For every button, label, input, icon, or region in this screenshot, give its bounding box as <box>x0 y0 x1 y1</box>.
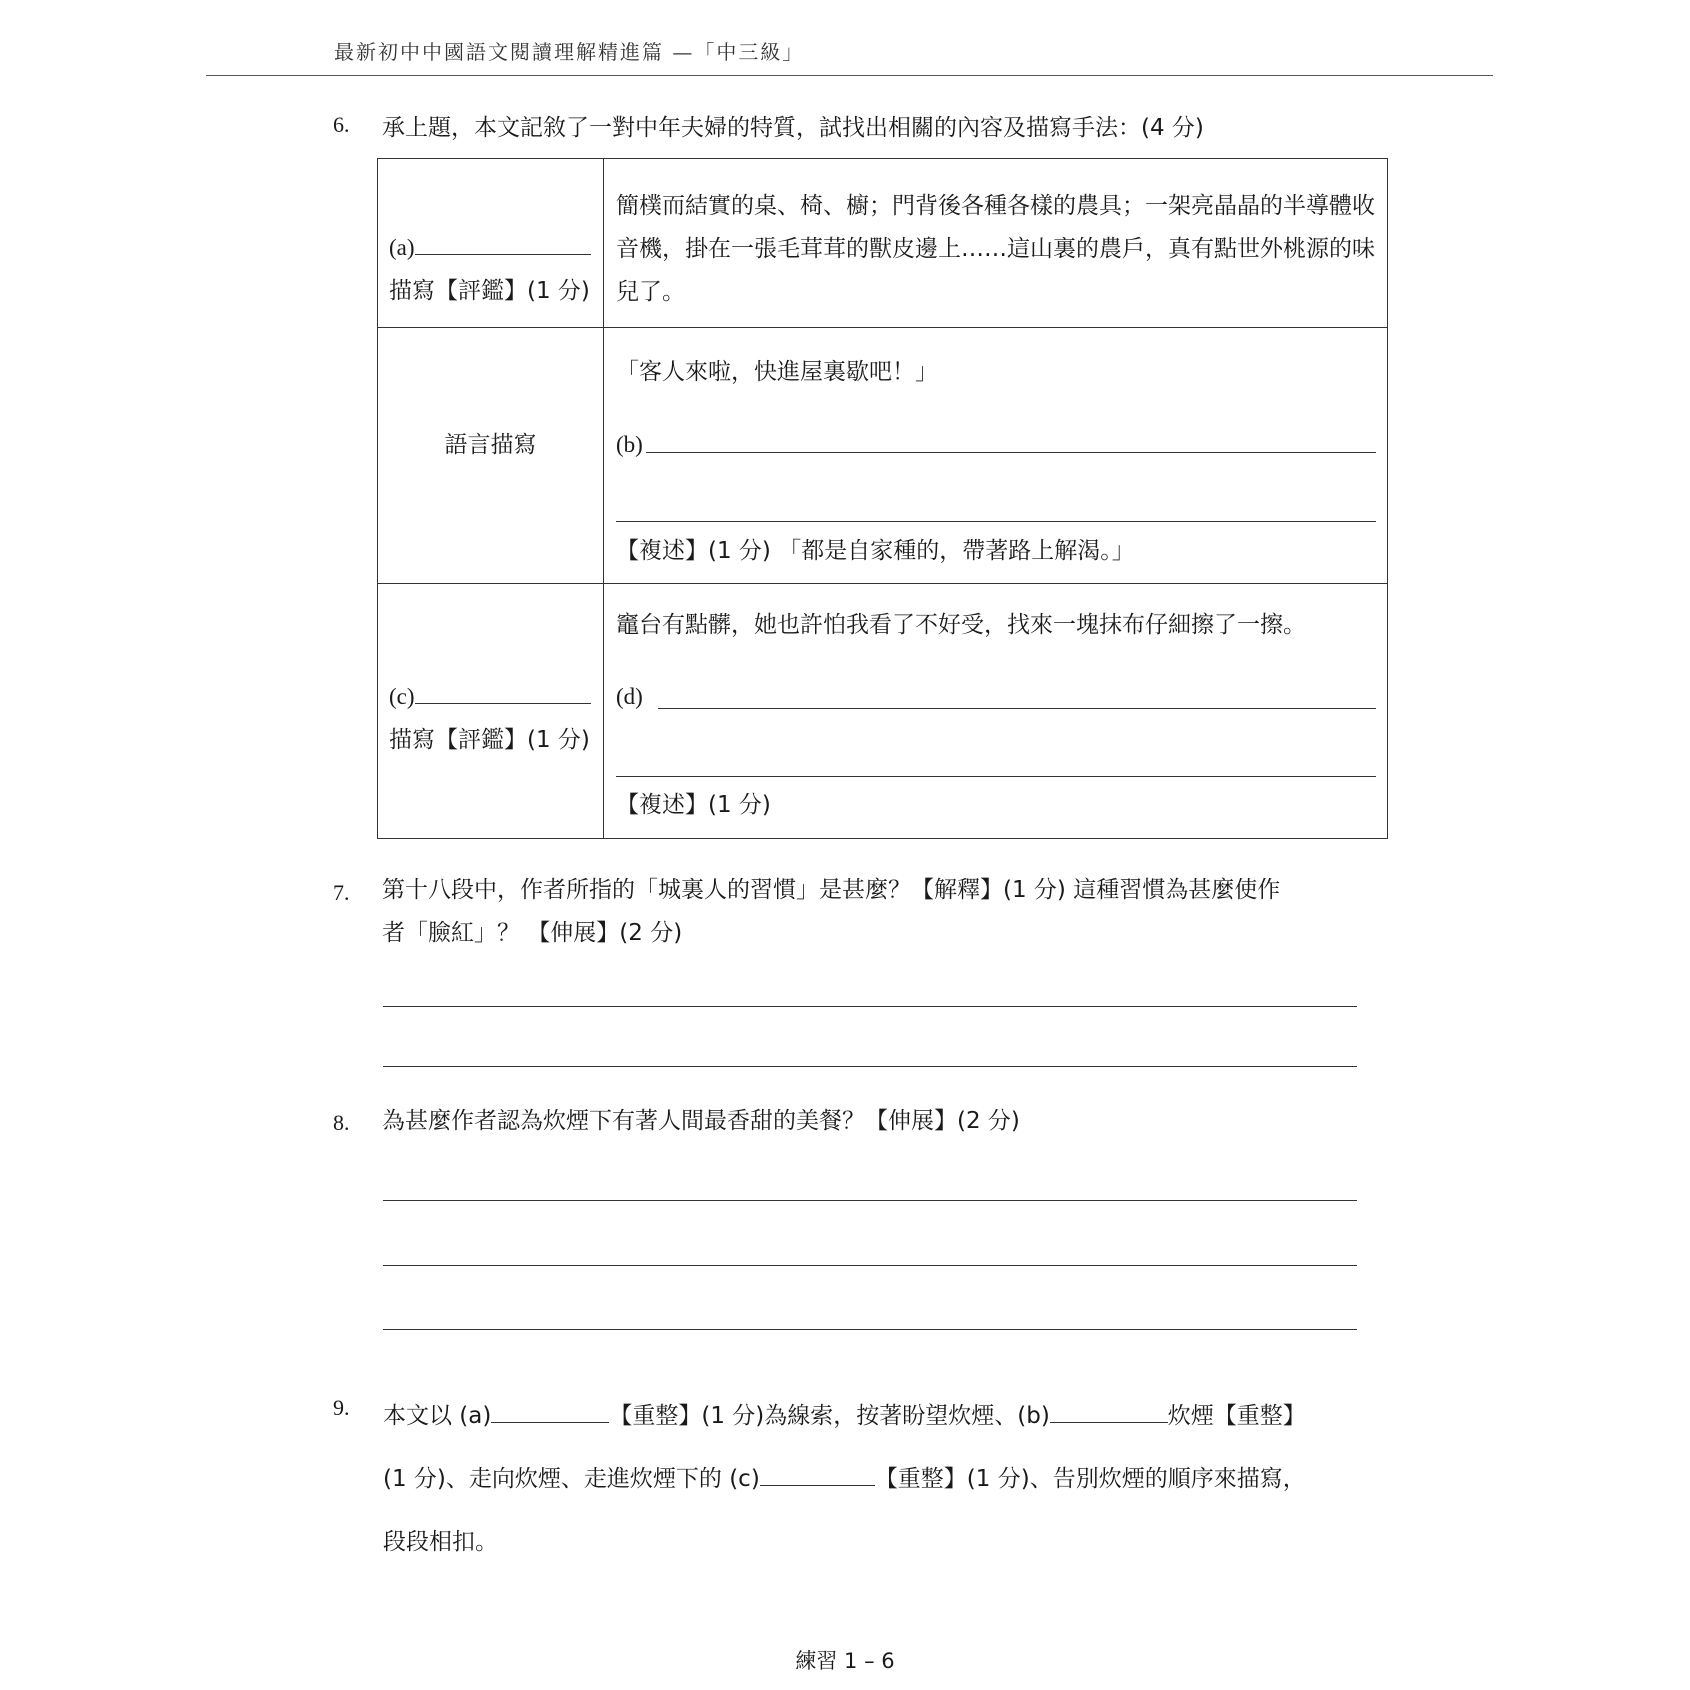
answer-line-d2[interactable] <box>616 776 1376 777</box>
q6-number: 6. <box>333 112 350 137</box>
blank-c[interactable] <box>415 681 591 704</box>
row1-label-prefix: (a) <box>389 235 415 260</box>
row2-blank-label: (b) <box>616 432 643 457</box>
q8-prompt: 為甚麼作者認為炊煙下有著人間最香甜的美餐？【伸展】(2 分) <box>382 1108 1020 1134</box>
answer-line-b1[interactable] <box>646 452 1376 453</box>
row1-label <box>389 226 599 313</box>
q7-line1: 第十八段中，作者所指的「城裏人的習慣」是甚麼？【解釋】(1 分) 這種習慣為甚麼使作 <box>382 877 1281 903</box>
row2-quote2: 「都是自家種的，帶著路上解渴。」 <box>778 538 1135 564</box>
q9-line3: 段段相扣。 <box>383 1529 498 1555</box>
q9-text-1c: 炊煙【重整】 <box>1167 1403 1306 1429</box>
q9-text-2b: 【重整】(1 分)、告別炊煙的順序來描寫， <box>874 1466 1306 1492</box>
q8-number: 8. <box>333 1110 350 1135</box>
row3-label-prefix: (c) <box>389 684 415 709</box>
q6-prompt: 承上題，本文記敘了一對中年夫婦的特質，試找出相關的內容及描寫手法：(4 分) <box>382 115 1204 141</box>
q8-answer-line-2[interactable] <box>383 1265 1357 1266</box>
row3-label-suffix: 描寫【評鑑】(1 分) <box>389 727 590 753</box>
q9-blank-c[interactable] <box>760 1463 875 1486</box>
q6-table <box>377 158 1388 839</box>
q7-number: 7. <box>333 880 350 905</box>
table-column-divider <box>603 159 604 838</box>
row2-tag-line <box>616 530 1135 573</box>
q7-answer-line-2[interactable] <box>383 1066 1357 1067</box>
row1-content: 簡樸而結實的桌、椅、櫥；門背後各種各樣的農具；一架亮晶晶的半導體收音機，掛在一張毛茸茸的獸皮邊上……這山裏的農戶，真有點世外桃源的味兒了。 <box>616 193 1375 305</box>
row3-blank-label: (d) <box>616 684 643 709</box>
q9-text-2a: (1 分)、走向炊煙、走進炊煙下的 (c) <box>383 1466 760 1492</box>
q7-prompt <box>382 869 1382 955</box>
row3-content: 竈台有點髒，她也許怕我看了不好受，找來一塊抹布仔細擦了一擦。 <box>616 612 1306 638</box>
q9-prompt <box>383 1385 1306 1574</box>
running-header: 最新初中中國語文閱讀理解精進篇 —「中三級」 <box>334 40 805 64</box>
row3-tag: 【複述】(1 分) <box>616 792 771 818</box>
blank-a[interactable] <box>415 232 591 255</box>
row3-label <box>389 675 599 762</box>
q8-answer-line-3[interactable] <box>383 1329 1357 1330</box>
row2-label: 語言描寫 <box>444 432 537 458</box>
table-row-divider <box>378 327 1387 328</box>
page-number: 練習 1 – 6 <box>795 1649 895 1673</box>
answer-line-d1[interactable] <box>658 708 1376 709</box>
q9-line1 <box>383 1385 1306 1448</box>
q9-number: 9. <box>333 1395 350 1420</box>
header-divider <box>206 75 1493 76</box>
q9-blank-a[interactable] <box>491 1400 609 1423</box>
q7-line2: 者「臉紅」？ 【伸展】(2 分) <box>382 920 683 946</box>
q8-answer-line-1[interactable] <box>383 1200 1357 1201</box>
q9-blank-b[interactable] <box>1050 1400 1168 1423</box>
row2-tag: 【複述】(1 分) <box>616 538 771 564</box>
row2-quote: 「客人來啦，快進屋裏歇吧！」 <box>616 359 938 385</box>
q7-answer-line-1[interactable] <box>383 1006 1357 1007</box>
row1-label-suffix: 描寫【評鑑】(1 分) <box>389 278 590 304</box>
table-row-divider <box>378 583 1387 584</box>
q9-text-1b: 【重整】(1 分)為線索，按著盼望炊煙、(b) <box>609 1403 1050 1429</box>
q9-text-1a: 本文以 (a) <box>383 1403 492 1429</box>
answer-line-b2[interactable] <box>616 521 1376 522</box>
q9-line2 <box>383 1448 1306 1511</box>
